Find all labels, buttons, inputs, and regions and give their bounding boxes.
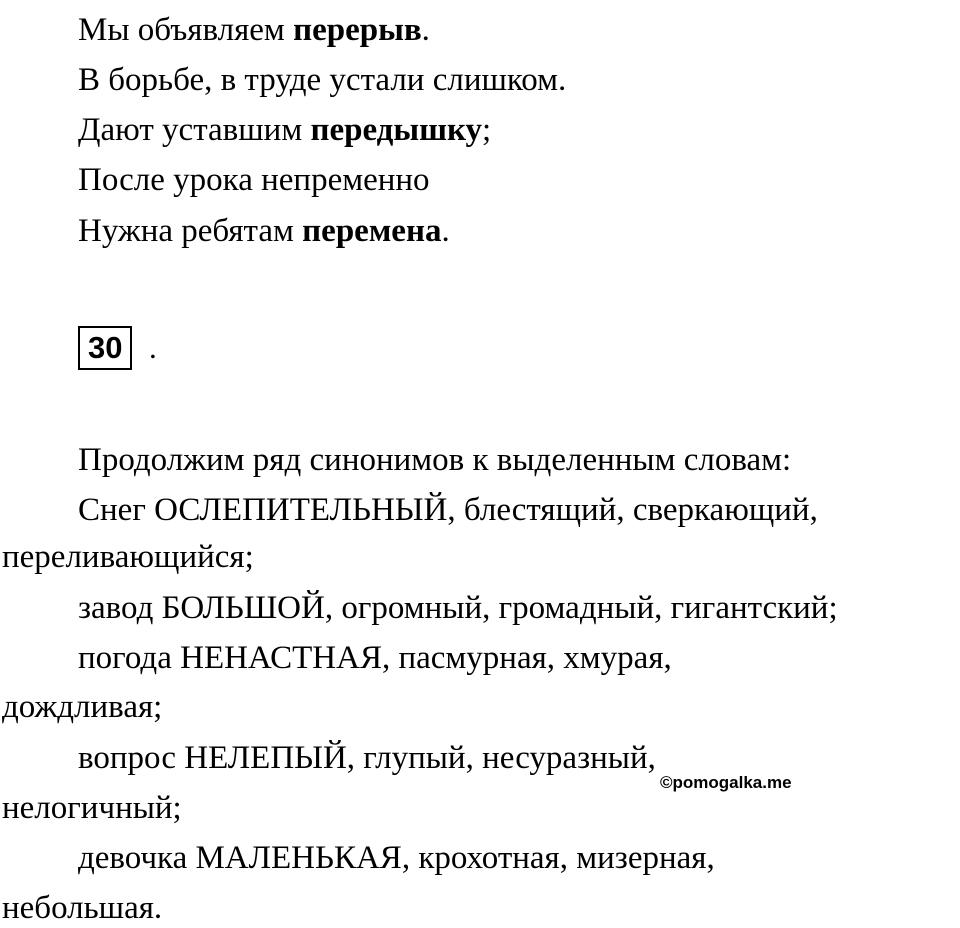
task-number-box: 30 xyxy=(78,326,132,370)
poem-line-1: Мы объявляем перерыв. xyxy=(78,12,430,48)
answer-line-3-cont: дождливая; xyxy=(2,689,163,725)
poem-line-3: Дают уставшим передышку; xyxy=(78,112,492,148)
answer-line-3: погода НЕНАСТНАЯ, пасмурная, хмурая, xyxy=(78,640,672,676)
watermark: ©pomogalka.me xyxy=(660,773,792,792)
poem-line-4: После урока непременно xyxy=(78,162,430,198)
answer-line-4-cont: нелогичный; xyxy=(2,790,182,826)
bold-word: перемена xyxy=(302,213,442,249)
answer-line-2: завод БОЛЬШОЙ, огромный, громадный, гигантский; xyxy=(78,590,838,626)
answer-line-1-cont: переливающийся; xyxy=(2,539,254,575)
bold-word: перерыв xyxy=(293,12,422,48)
answer-line-5: девочка МАЛЕНЬКАЯ, крохотная, мизерная, xyxy=(78,840,715,876)
bold-word: передышку xyxy=(310,112,483,148)
answer-line-1: Снег ОСЛЕПИТЕЛЬНЫЙ, блестящий, сверкающий, xyxy=(78,492,818,528)
task-number-dot: . xyxy=(149,330,157,365)
answer-line-5-cont: небольшая. xyxy=(2,890,163,926)
poem-line-2: В борьбе, в труде устали слишком. xyxy=(78,62,567,98)
answer-line-4: вопрос НЕЛЕПЫЙ, глупый, несуразный, xyxy=(78,740,656,776)
poem-line-5: Нужна ребятам перемена. xyxy=(78,213,450,249)
answer-intro: Продолжим ряд синонимов к выделенным словам: xyxy=(78,442,792,478)
